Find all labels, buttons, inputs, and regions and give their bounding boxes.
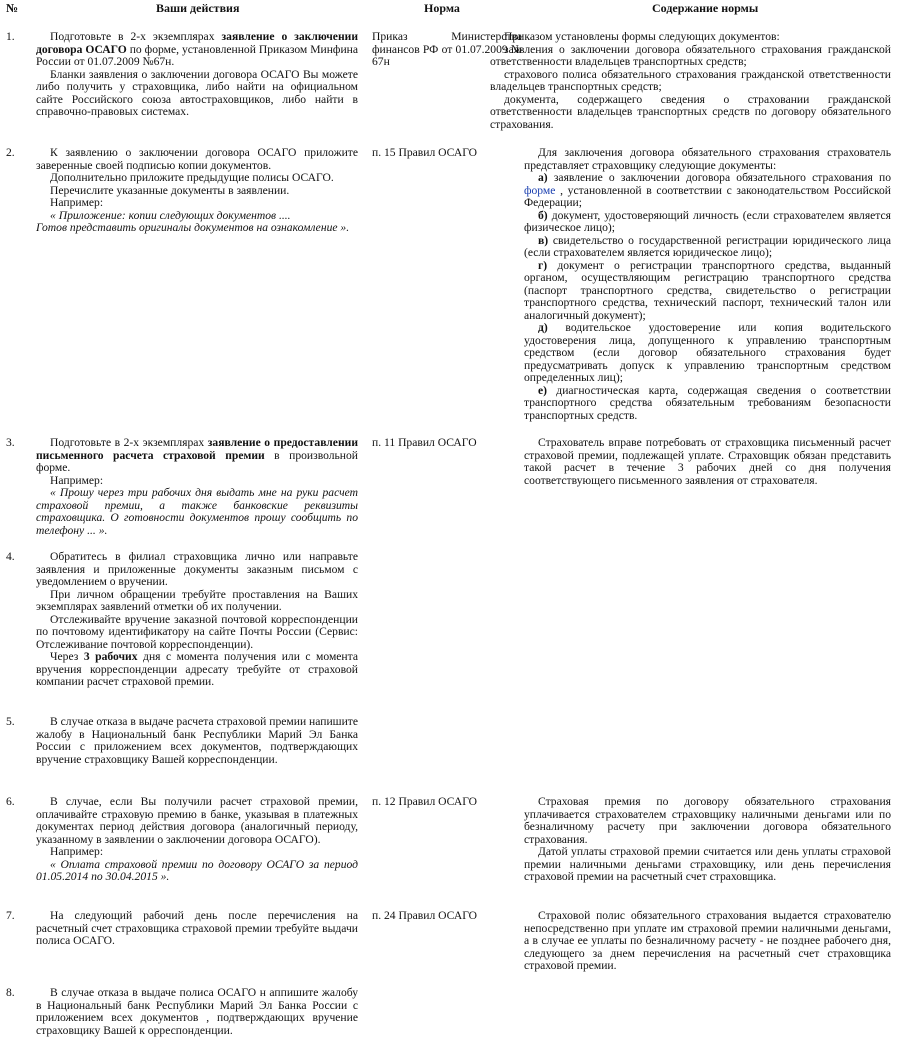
- header-actions: Ваши действия: [156, 1, 240, 15]
- norm-cell: п. 24 Правил ОСАГО: [372, 909, 478, 922]
- action-cell: В случае отказа в выдаче расчета страховой премии напишите жалобу в Национальный банк Республики Марий Эл Банка России с приложением всех документов, подтверждающих вручение страховщику Вашей корреспонденции.: [36, 715, 358, 766]
- norm-cell: п. 15 Правил ОСАГО: [372, 146, 478, 159]
- row-number: 5.: [6, 715, 15, 728]
- action-cell: В случае, если Вы получили расчет страховой премии, оплачивайте страховую премию в банке, указывая в платежных документах период действия договора (аналогичный периоду, указанному в заявлении о заключении договора ОСАГО). Например: « Оплата страховой премии по договору ОСАГО за период 01.05.2014 по 30.04.2015 ».: [36, 795, 358, 883]
- header-content: Содержание нормы: [652, 1, 759, 15]
- content-cell: Для заключения договора обязательного страхования страхователь представляет страховщику следующие документы: а) заявление о заключении договора обязательного страхования по форме , установленной в соответствии с законодательством Российской Федерации; б) документ, удостоверяющий личность (если страхователем является физическое лицо); в) свидетельство о государственной регистрации юридического лица (если страхователем является юридическое лицо); г) документ о регистрации транспортного средства, выданный органом, осуществляющим регистрацию транспортного средства (паспорт транспортного средства, свидетельство о регистрации транспортного средства, технический паспорт, технический талон или аналогичный документ); д) водительское удостоверение или копия водительского удостоверения лица, допущенного к управлению транспортным средством (если договор обязательного страхования будет предусматривать допуск к управлению транспортным средством определенных лиц); е) диагностическая карта, содержащая сведения о соответствии транспортного средства обязательным требованиям безопасности транспортных средств.: [524, 146, 891, 422]
- content-cell: Страхователь вправе потребовать от страховщика письменный расчет страховой премии, подлежащей уплате. Страховщик обязан представить такой расчет в течение 3 рабочих дней со дня получения соответствующего письменного заявления от страхователя.: [524, 436, 891, 487]
- action-cell: Подготовьте в 2-х экземплярах заявление о предоставлении письменного расчета страховой премии в произвольной форме. Например: « Прошу через три рабочих дня выдать мне на руки расчет страховой премии, а также банковские реквизиты страховщика. О готовности документов прошу сообщить по телефону ... ».: [36, 436, 359, 537]
- row-number: 7.: [6, 909, 15, 922]
- row-number: 8.: [6, 986, 15, 999]
- content-cell: Страховой полис обязательного страхования выдается страхователю непосредственно при уплате им страховой премии наличными деньгами, а в случае ее уплаты по безналичному расчету - не позднее рабочего дня, следующего за днем перечисления на расчетный счет страховщика страховой премии.: [524, 909, 891, 972]
- content-cell: Страховая премия по договору обязательного страхования уплачивается страхователем страховщику наличными деньгами или по безналичному расчету при заключении договора обязательного страхования. Датой уплаты страховой премии считается или день уплаты страховой премии наличными деньгами страховщику, или день перечисления страховой премии на расчетный счет страховщика.: [524, 795, 891, 883]
- action-cell: Подготовьте в 2-х экземплярах заявление о заключении договора ОСАГО по форме, установленной Приказом Минфина России от 01.07.2009 №67н. Бланки заявления о заключении договора ОСАГО Вы можете либо получить у страховщика, либо найти на официальном сайте Российского союза автостраховщиков, либо найти в справочно-правовых системах.: [36, 30, 359, 118]
- header-num: №: [6, 1, 19, 15]
- row-number: 1.: [6, 30, 15, 43]
- action-cell: Обратитесь в филиал страховщика лично или направьте заявления и приложенные документы заказным письмом с уведомлением о вручении. При личном обращении требуйте проставления на Ваших экземплярах заявлений отметки об их получении. Отслеживайте вручение заказной почтовой корреспонденции по почтовому идентификатору на сайте Почты России (Сервис: Отслеживание почтовой корреспонденции). Через 3 рабочих дня с момента получения или с момента вручения корреспонденции адресату требуйте от страховой компании расчет страховой премии.: [36, 550, 358, 688]
- row-number: 2.: [6, 146, 15, 159]
- norm-cell: Приказ Министерства финансов РФ от 01.07.2009 № 67н: [372, 30, 522, 68]
- row-number: 3.: [6, 436, 15, 449]
- norm-cell: п. 12 Правил ОСАГО: [372, 795, 478, 808]
- norm-cell: п. 11 Правил ОСАГО: [372, 436, 477, 449]
- action-cell: В случае отказа в выдаче полиса ОСАГО н аппишите жалобу в Национальный банк Республики Марий Эл Банка России с приложением всех документов , подтверждающих вручение страховщику Вашей к орреспонденции.: [36, 986, 358, 1037]
- row-number: 4.: [6, 550, 15, 563]
- table-header: [0, 0, 900, 14]
- header-norm: Норма: [424, 1, 460, 15]
- form-link[interactable]: форме: [524, 183, 556, 197]
- action-cell: На следующий рабочий день после перечисления на расчетный счет страховщика страховой премии требуйте выдачи полиса ОСАГО.: [36, 909, 358, 947]
- row-number: 6.: [6, 795, 15, 808]
- action-cell: К заявлению о заключении договора ОСАГО приложите заверенные своей подписью копии документов. Дополнительно приложите предыдущие полисы ОСАГО. Перечислите указанные документы в заявлении. Например: « Приложение: копии следующих документов .... Готов представить оригиналы документов на ознакомление ».: [36, 146, 358, 234]
- content-cell: Приказом установлены формы следующих документов: заявления о заключении договора обязательного страхования гражданской ответственности владельцев транспортных средств; страхового полиса обязательного страхования гражданской ответственности владельцев транспортных средств; документа, содержащего сведения о страховании гражданской ответственности владельцев транспортных средств по договору обязательного страхования.: [490, 30, 891, 131]
